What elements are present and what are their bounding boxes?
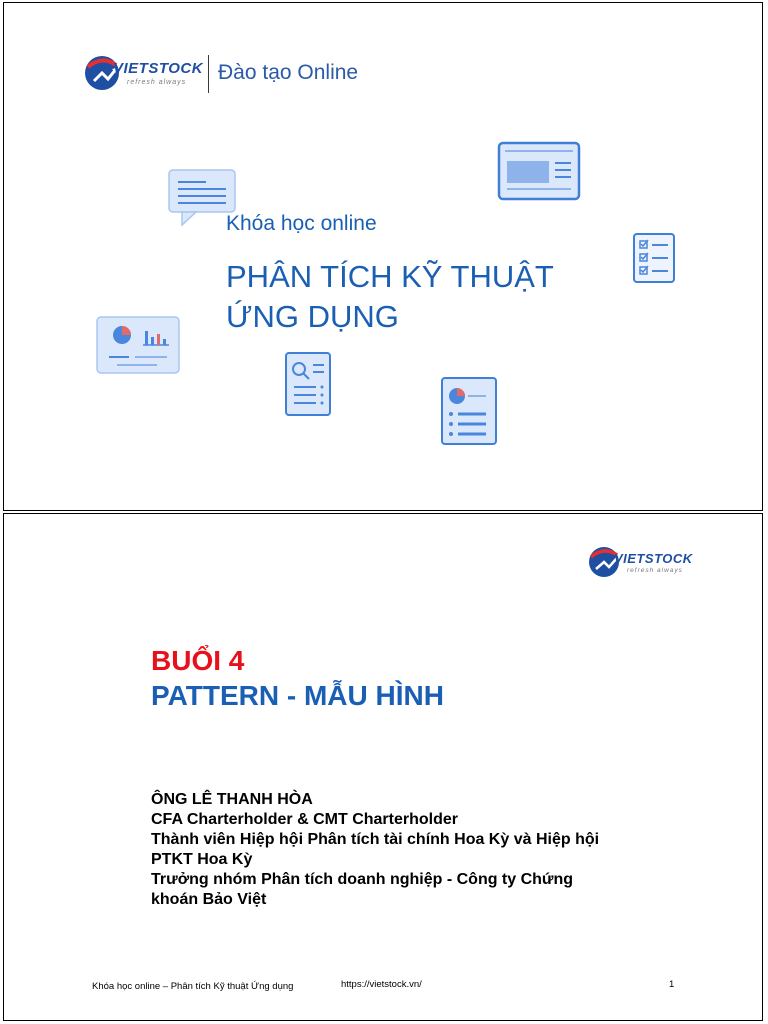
slide-title	[3, 2, 763, 511]
course-title-line1: PHÂN TÍCH KỸ THUẬT	[226, 259, 554, 294]
course-title	[226, 257, 554, 337]
checklist-icon	[632, 232, 678, 286]
presenter-role: Trưởng nhóm Phân tích doanh nghiệp - Công ty Chứng	[151, 871, 574, 888]
presenter-membership: Thành viên Hiệp hội Phân tích tài chính Hoa Kỳ và Hiệp hội	[151, 831, 600, 848]
vietstock-logo	[82, 51, 207, 95]
presenter-role-cont: khoán Bảo Việt	[151, 891, 267, 908]
course-title-line2: ỨNG DỤNG	[226, 299, 399, 334]
presenter-name: ÔNG LÊ THANH HÒA	[151, 791, 313, 808]
logo-tagline: refresh always	[627, 567, 683, 574]
footer-course: Khóa học online – Phân tích Kỹ thuật Ứng dụng	[92, 981, 294, 992]
page-number: 1	[669, 979, 675, 990]
logo-divider	[208, 55, 209, 93]
logo-wordmark: VIETSTOCK	[614, 551, 693, 566]
search-document-icon	[284, 351, 334, 419]
footer-url[interactable]: https://vietstock.vn/	[341, 979, 422, 990]
presenter-membership-cont: PTKT Hoa Kỳ	[151, 851, 253, 868]
slide-session	[3, 513, 763, 1021]
header-text: Đào tạo Online	[218, 61, 359, 84]
vietstock-logo	[586, 542, 701, 582]
session-topic: PATTERN - MẪU HÌNH	[151, 680, 444, 711]
presenter-credential: CFA Charterholder & CMT Charterholder	[151, 811, 458, 828]
pie-bar-chart-card-icon	[95, 315, 183, 375]
session-number: BUỔI 4	[151, 645, 245, 676]
logo-wordmark: VIETSTOCK	[113, 60, 204, 77]
pie-report-document-icon	[440, 376, 500, 448]
browser-window-icon	[497, 141, 583, 201]
logo-tagline: refresh always	[127, 79, 187, 86]
course-subtitle: Khóa học online	[226, 212, 377, 235]
